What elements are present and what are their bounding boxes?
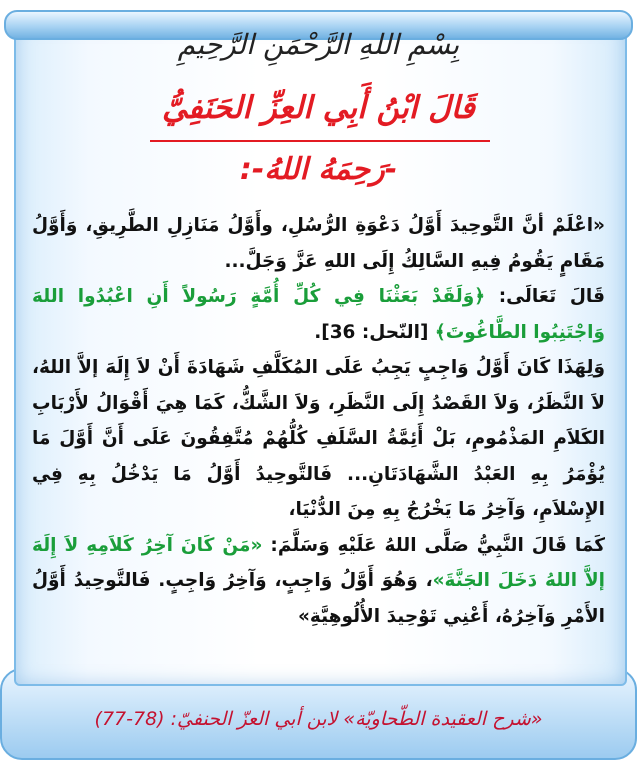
hadith-text: «مَنْ كَانَ آخِرُ كَلاَمِهِ لاَ إِلَهَ إلاَّ اللهُ دَخَلَ الجَنَّةَ» xyxy=(32,534,605,591)
basmala: بِسْمِ اللهِ الرَّحْمَنِ الرَّحِيمِ xyxy=(177,28,460,61)
title-author: قَالَ ابْنُ أَبِي العِزِّ الحَنَفِيُّ xyxy=(162,90,475,126)
source-pages: (77-78) xyxy=(94,708,165,730)
paragraph-1: «اعْلَمْ أنَّ التَّوحِيدَ أَوَّلُ دَعْوَةِ الرُّسُلِ، وأَوَّلُ مَنَازِلِ الطَّرِيقِ، وَأَوَّلُ مَقَامٍ يَقُومُ فِيهِ السَّالِكُ إِلَى اللهِ عَزَّ وَجَلَّ... xyxy=(32,215,605,272)
paragraph-2 xyxy=(32,279,605,350)
verse-reference: [النّحل: 36]. xyxy=(314,321,435,343)
source-citation xyxy=(0,708,637,730)
paragraph-4 xyxy=(32,528,605,635)
hadith-intro: كَمَا قَالَ النَّبِيُّ صَلَّى اللهُ عَلَيْهِ وَسَلَّمَ: xyxy=(262,534,605,556)
quran-verse: ﴿وَلَقَدْ بَعَثْنَا فِي كُلِّ أُمَّةٍ رَسُولاً أَنِ اعْبُدُوا اللهَ وَاجْتَنِبُوا الطَّاغُوتَ﴾ xyxy=(32,286,605,343)
title-underline xyxy=(150,140,490,142)
quote-body xyxy=(32,208,605,634)
verse-intro: قَالَ تَعَالَى: xyxy=(485,286,605,307)
paragraph-3: وَلِهَذَا كَانَ أَوَّلُ وَاجِبٍ يَجِبُ عَلَى المُكَلَّفِ شَهَادَةَ أَنْ لاَ إِلَهَ إلاَّ اللهُ، لاَ النَّظَرُ، وَلاَ القَصْدُ إِلَى النَّظَرِ، وَلاَ الشَّكُّ، كَمَا هِيَ أَقْوَالُ لأَرْبَابِ الكَلاَمِ المَذْمُومِ، بَلْ أَئِمَّةُ السَّلَفِ كُلُّهُمْ مُتَّفِقُونَ عَلَى أَنَّ أَوَّلَ مَا يُؤْمَرُ بِهِ العَبْدُ الشَّهَادَتَانِ... فَالتَّوحِيدُ أَوَّلُ مَا يَدْخُلُ بِهِ فِي الإِسْلاَمِ، وَآخِرُ مَا يَخْرُجُ بِهِ مِنَ الدُّنْيَا، xyxy=(32,357,605,520)
source-book: «شرح العقيدة الطّحاويّة» لابن أبي العزّ الحنفيّ: xyxy=(164,708,543,730)
paragraph-4-end: ، وَهُوَ أَوَّلُ وَاجِبٍ، وَآخِرُ وَاجِبٍ. فَالتَّوحِيدُ أَوَّلُ الأَمْرِ وَآخِرُهُ، أَعْنِي تَوْحِيدَ الأُلُوهِيَّةِ» xyxy=(32,570,605,627)
title-supplication: -رَحِمَهُ اللهُ-: xyxy=(239,152,398,187)
